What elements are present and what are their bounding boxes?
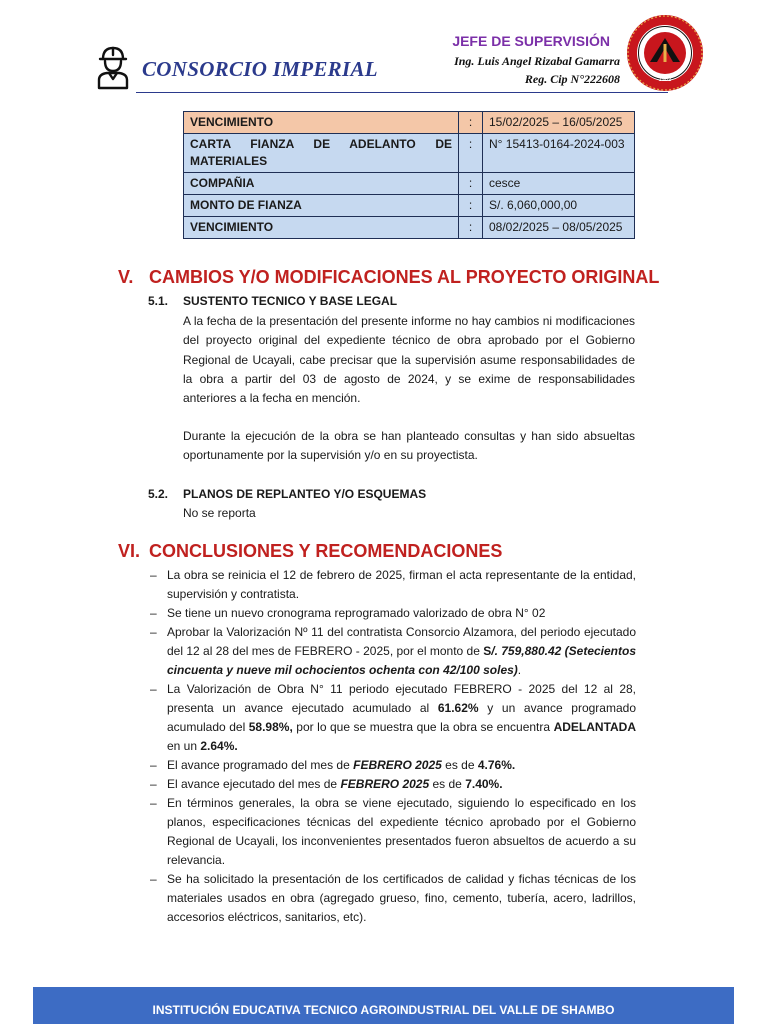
list-item: – Se tiene un nuevo cronograma reprogramado valorizado de obra N° 02 — [150, 604, 636, 623]
paragraph: A la fecha de la presentación del presente informe no hay cambios ni modificaciones del proyecto original del expediente técnico de obra aprobado por el Gobierno Regional de Ucayali, cabe precisar que la supervisión asume responsabilidades de la obra a partir del 03 de agosto de 2024, y se exime de responsabilidades anteriores a la fecha en mención. — [183, 314, 635, 406]
section-number: VI. — [118, 541, 141, 561]
table-row — [184, 173, 635, 195]
list-item: – Aprobar la Valorización Nº 11 del contratista Consorcio Alzamora, del periodo ejecutado del 12 al 28 del mes de FEBRERO - 2025, por el monto de S/. 759,880.42 (Setecientos cincuenta y nueve mil ochocientos ochenta con 42/100 soles). — [150, 623, 636, 680]
table-row — [184, 217, 635, 239]
seal-year: 1962 — [658, 77, 672, 83]
subsection-heading-5-2 — [148, 487, 426, 501]
footer-text: INSTITUCIÓN EDUCATIVA TECNICO AGROINDUSTRIAL DEL VALLE DE SHAMBO — [152, 1003, 615, 1017]
subsection-heading-5-1 — [148, 294, 397, 308]
list-item: – Se ha solicitado la presentación de los certificados de calidad y fichas técnicas de los materiales usados en obra (agregado grueso, fino, cemento, tubería, acero, ladrillos, accesorios eléctricos, sanitarios, etc). — [150, 870, 636, 927]
section-heading-vi — [118, 541, 502, 562]
table-value: N° 15413-0164-2024-003 — [483, 134, 635, 173]
table-key: CARTA FIANZA DE ADELANTO DE MATERIALES — [184, 134, 459, 173]
table-value: 08/02/2025 – 08/05/2025 — [483, 217, 635, 239]
header-rule — [136, 92, 668, 93]
engineers-college-seal-icon — [626, 14, 704, 92]
table-colon: : — [459, 173, 483, 195]
table-value: cesce — [483, 173, 635, 195]
table-value: 15/02/2025 – 16/05/2025 — [483, 112, 635, 134]
footer-banner — [33, 987, 734, 1024]
table-key: VENCIMIENTO — [184, 112, 459, 134]
table-row — [184, 134, 635, 173]
section-title: CAMBIOS Y/O MODIFICACIONES AL PROYECTO ORIGINAL — [149, 267, 660, 287]
list-item: – La obra se reinicia el 12 de febrero de 2025, firman el acta representante de la entidad, supervisión y contratista. — [150, 566, 636, 604]
list-item: – El avance ejecutado del mes de FEBRERO 2025 es de 7.40%. — [150, 775, 636, 794]
paragraph: Durante la ejecución de la obra se han planteado consultas y han sido absueltas oportunamente por la supervisión y/o en su proyectista. — [183, 429, 635, 463]
table-colon: : — [459, 134, 483, 173]
supervisor-name: Ing. Luis Angel Rizabal Gamarra — [454, 54, 620, 68]
section-heading-v — [118, 267, 659, 288]
subsection-title: SUSTENTO TECNICO Y BASE LEGAL — [183, 294, 398, 308]
list-item: – La Valorización de Obra N° 11 periodo ejecutado FEBRERO - 2025 del 12 al 28, presenta un avance ejecutado acumulado al 61.62% y un avance programado acumulado del 58.98%, por lo que se muestra que la obra se encuentra ADELANTADA en un 2.64%. — [150, 680, 636, 756]
supervisor-registration: Reg. Cip N°222608 — [524, 72, 620, 86]
table-colon: : — [459, 195, 483, 217]
list-item: – El avance programado del mes de FEBRERO 2025 es de 4.76%. — [150, 756, 636, 775]
subsection-number: 5.1. — [148, 294, 169, 308]
table-key: MONTO DE FIANZA — [184, 195, 459, 217]
supervisor-role: JEFE DE SUPERVISIÓN — [452, 33, 610, 49]
conclusions-list — [150, 566, 636, 927]
guarantee-table — [183, 111, 635, 239]
subsection-title: PLANOS DE REPLANTEO Y/O ESQUEMAS — [183, 487, 427, 501]
table-key: VENCIMIENTO — [184, 217, 459, 239]
section-number: V. — [118, 267, 134, 287]
table-colon: : — [459, 217, 483, 239]
engineer-icon — [96, 44, 130, 90]
section-title: CONCLUSIONES Y RECOMENDACIONES — [149, 541, 503, 561]
table-value: S/. 6,060,000,00 — [483, 195, 635, 217]
paragraph: No se reporta — [183, 506, 256, 520]
subsection-number: 5.2. — [148, 487, 169, 501]
table-row — [184, 112, 635, 134]
table-row — [184, 195, 635, 217]
table-key: COMPAÑIA — [184, 173, 459, 195]
table-colon: : — [459, 112, 483, 134]
list-item: – En términos generales, la obra se viene ejecutado, siguiendo lo especificado en los planos, especificaciones técnicas del expediente técnico aprobado por el Gobierno Regional de Ucayali, los inconvenientes presentados fueron absueltos de acuerdo a su relevancia. — [150, 794, 636, 870]
company-name: CONSORCIO IMPERIAL — [142, 57, 378, 81]
